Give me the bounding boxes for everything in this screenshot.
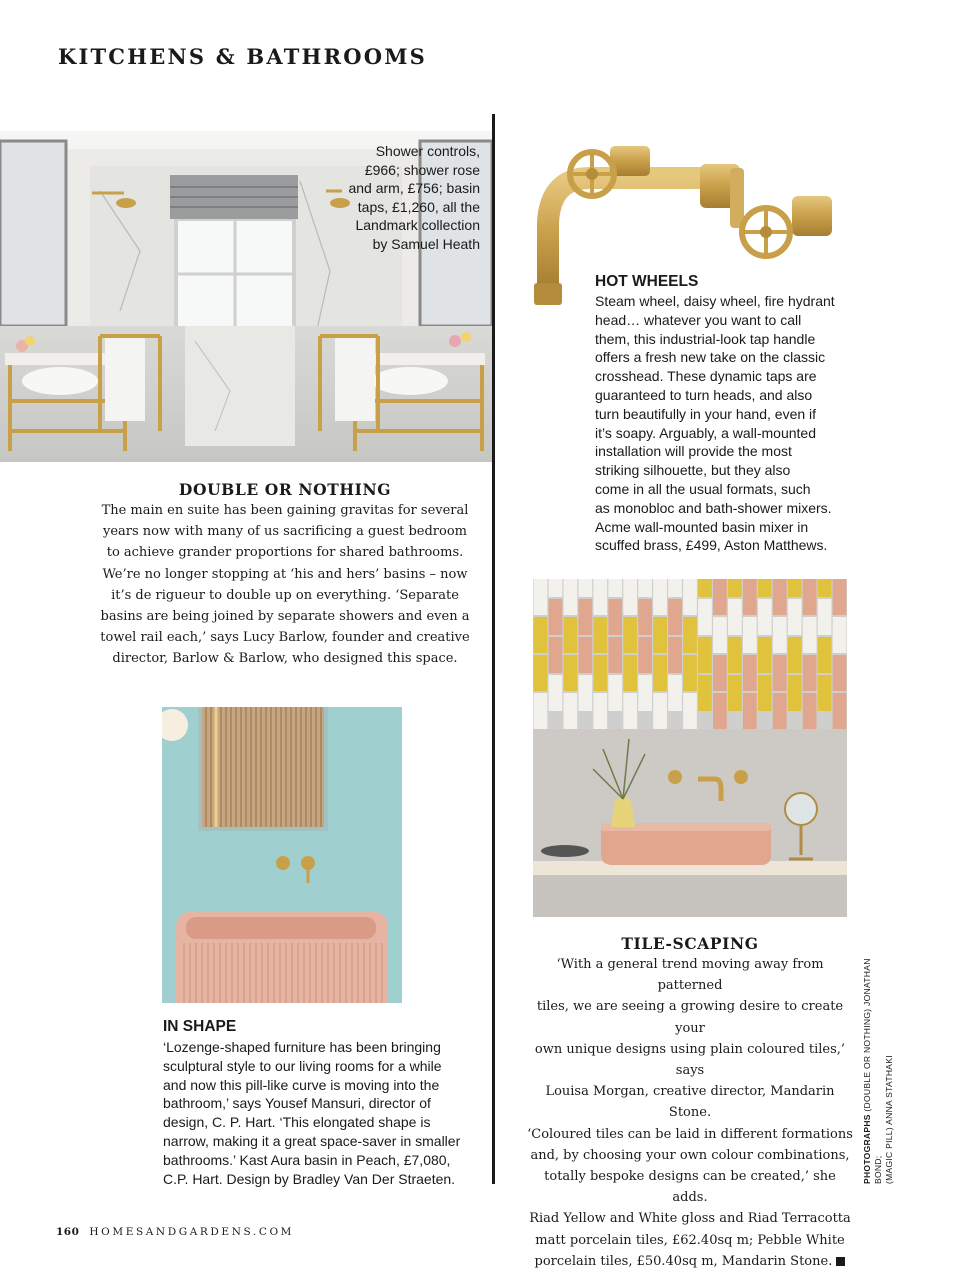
tile-wall-photo (533, 579, 847, 917)
body-line: offers a fresh new take on the classic (595, 349, 826, 366)
body-line: ‘With a general trend moving away from patterned (556, 957, 824, 994)
caption-line: Landmark collection (355, 217, 480, 234)
tile (743, 617, 757, 653)
tile (698, 637, 712, 673)
tile (773, 617, 787, 653)
tile (818, 675, 832, 711)
tile (549, 599, 563, 635)
body-line: bathrooms.’ Kast Aura basin in Peach, £7,080, (163, 1151, 451, 1168)
body-line: striking silhouette, but they also (595, 462, 791, 479)
body-line: basins are being joined by separate showers and even a (100, 609, 470, 625)
body-line: design, C. P. Hart. ‘This elongated shape is (163, 1114, 431, 1131)
tile (683, 617, 697, 653)
tile (549, 637, 563, 673)
body-line: sculptural style to our living rooms for a while (163, 1057, 442, 1074)
tile (743, 693, 757, 729)
hot-wheels-heading: HOT WHEELS (595, 273, 699, 290)
tile (578, 599, 592, 635)
caption-line: by Samuel Heath (372, 235, 480, 252)
tile (698, 675, 712, 711)
double-or-nothing-body (96, 500, 474, 670)
tile (833, 693, 847, 729)
body-line: to achieve grander proportions for shared bathrooms. (106, 545, 464, 561)
body-line: narrow, making it a great space-saver in smaller (163, 1132, 461, 1149)
tile (638, 579, 652, 597)
tile (728, 579, 742, 597)
tile (788, 579, 802, 597)
body-line: totally bespoke designs can be created,’ she adds. (544, 1169, 836, 1206)
tile (564, 579, 578, 615)
body-line: turn beautifully in your hand, even if (595, 405, 817, 422)
tile (653, 579, 667, 615)
column-divider (492, 114, 495, 1184)
body-line: director, Barlow & Barlow, who designed this space. (112, 651, 458, 667)
body-line: Acme wall-mounted basin mixer in (595, 518, 809, 535)
credit-line-1: (DOUBLE OR NOTHING) JONATHAN BOND; (862, 958, 883, 1184)
tile (564, 655, 578, 691)
body-line: Steam wheel, daisy wheel, fire hydrant (595, 293, 835, 309)
tile (623, 655, 637, 691)
tile (713, 579, 727, 615)
tile (698, 579, 712, 597)
tile (713, 655, 727, 691)
tile (623, 617, 637, 653)
caption-line: taps, £1,260, all the (357, 198, 480, 215)
photo-credit (862, 944, 895, 1184)
tile (803, 617, 817, 653)
body-line: head… whatever you want to call (595, 311, 802, 328)
section-title: KITCHENS & BATHROOMS (58, 44, 428, 69)
tile (608, 675, 622, 711)
tile (593, 617, 607, 653)
tile (534, 617, 548, 653)
tile (743, 655, 757, 691)
tile (623, 693, 637, 729)
tile (608, 579, 622, 597)
tile (534, 655, 548, 691)
body-line: as monobloc and bath-shower mixers. (595, 499, 832, 516)
tile (564, 617, 578, 653)
caption-line: £966; shower rose (364, 161, 480, 178)
tile (803, 579, 817, 615)
body-line: and, by choosing your own colour combinations, (530, 1147, 850, 1163)
body-line (526, 1251, 854, 1272)
tile (728, 599, 742, 635)
body-line: C.P. Hart. Design by Bradley Van Der Straeten. (163, 1170, 456, 1187)
tile (608, 599, 622, 635)
body-line: own unique designs using plain coloured tiles,’ says (534, 1041, 846, 1079)
tile (818, 637, 832, 673)
tile (638, 599, 652, 635)
credit-label: PHOTOGRAPHS (862, 1114, 872, 1184)
tile (803, 693, 817, 729)
body-line: Louisa Morgan, creative director, Mandarin Stone. (545, 1084, 835, 1121)
credit-line-2: (MAGIC PILL) ANNA STATHAKI (884, 1055, 894, 1184)
tile (534, 693, 548, 729)
tile (713, 693, 727, 729)
in-shape-body (163, 1038, 483, 1188)
body-line: scuffed brass, £499, Aston Matthews. (595, 537, 828, 554)
tile (549, 579, 563, 597)
tile (653, 617, 667, 653)
tile (578, 579, 592, 597)
tile (758, 579, 772, 597)
tile (728, 637, 742, 673)
page-footer (56, 1226, 294, 1238)
tile (698, 599, 712, 635)
tile (593, 693, 607, 729)
body-line: guaranteed to turn heads, and also (595, 386, 813, 403)
body-line: ‘Lozenge-shaped furniture has been bringing (163, 1039, 441, 1055)
tile (653, 655, 667, 691)
tile (638, 675, 652, 711)
tile (623, 579, 637, 615)
tile (593, 655, 607, 691)
body-line: The main en suite has been gaining gravitas for several (101, 503, 469, 518)
body-line: installation will provide the most (595, 443, 792, 460)
tile-scaping-heading: TILE-SCAPING (621, 934, 759, 953)
body-line: it’s soapy. Arguably, a wall-mounted (595, 424, 817, 441)
tile (803, 655, 817, 691)
in-shape-heading: IN SHAPE (163, 1018, 237, 1035)
page-number: 160 (56, 1226, 80, 1238)
caption-line: and arm, £756; basin (348, 180, 480, 197)
body-line: years now with many of us sacrificing a guest bedroom (103, 524, 467, 540)
tile (788, 637, 802, 673)
tile (608, 637, 622, 673)
body-line-text: porcelain tiles, £50.40sq m, Mandarin Stone. (534, 1253, 833, 1269)
tile (683, 579, 697, 615)
body-line: bathroom,’ says Yousef Mansuri, director of (163, 1095, 431, 1112)
website: HOMESANDGARDENS.COM (89, 1226, 295, 1238)
tile (578, 637, 592, 673)
body-line: Riad Yellow and White gloss and Riad Terracotta (529, 1211, 851, 1227)
tile (668, 637, 682, 673)
body-line: We’re no longer stopping at ‘his and hers’ basins – now (102, 566, 468, 582)
tile (758, 675, 772, 711)
body-line: tiles, we are seeing a growing desire to create your (536, 999, 844, 1036)
tile (578, 675, 592, 711)
end-mark-icon (836, 1257, 845, 1266)
tile (713, 617, 727, 653)
tile (638, 637, 652, 673)
body-line: matt porcelain tiles, £62.40sq m; Pebble White (535, 1232, 845, 1248)
tile (683, 693, 697, 729)
brass-tap-photo (530, 138, 840, 318)
tile (668, 599, 682, 635)
body-line: it’s de rigueur to double up on everything. ‘Separate (111, 587, 459, 603)
body-line: towel rail each,’ says Lucy Barlow, founder and creative (100, 630, 470, 646)
tile (743, 579, 757, 615)
body-line: ‘Coloured tiles can be laid in different formations (527, 1126, 853, 1142)
tile (758, 599, 772, 635)
tile (564, 693, 578, 729)
tile (833, 655, 847, 691)
tile (758, 637, 772, 673)
body-line: and now this pill-like curve is moving into the (163, 1076, 440, 1093)
body-line: come in all the usual formats, such (595, 480, 811, 497)
tile (773, 693, 787, 729)
body-line: them, this industrial-look tap handle (595, 330, 816, 347)
tile (668, 579, 682, 597)
tile-scaping-body (526, 954, 854, 1272)
tile (818, 599, 832, 635)
tile (728, 675, 742, 711)
tile (833, 579, 847, 615)
tile (773, 655, 787, 691)
tile (683, 655, 697, 691)
tile (593, 579, 607, 615)
body-line: crosshead. These dynamic taps are (595, 368, 817, 385)
pink-basin-photo (162, 707, 402, 1003)
tile (773, 579, 787, 615)
tile (653, 693, 667, 729)
tile (818, 579, 832, 597)
tile (788, 675, 802, 711)
double-or-nothing-heading: DOUBLE OR NOTHING (178, 480, 392, 499)
tile (788, 599, 802, 635)
tile (549, 675, 563, 711)
tile (833, 617, 847, 653)
double-photo-caption (300, 142, 480, 254)
hot-wheels-body (595, 292, 850, 555)
tile (668, 675, 682, 711)
caption-line: Shower controls, (375, 143, 480, 159)
tile (534, 579, 548, 615)
